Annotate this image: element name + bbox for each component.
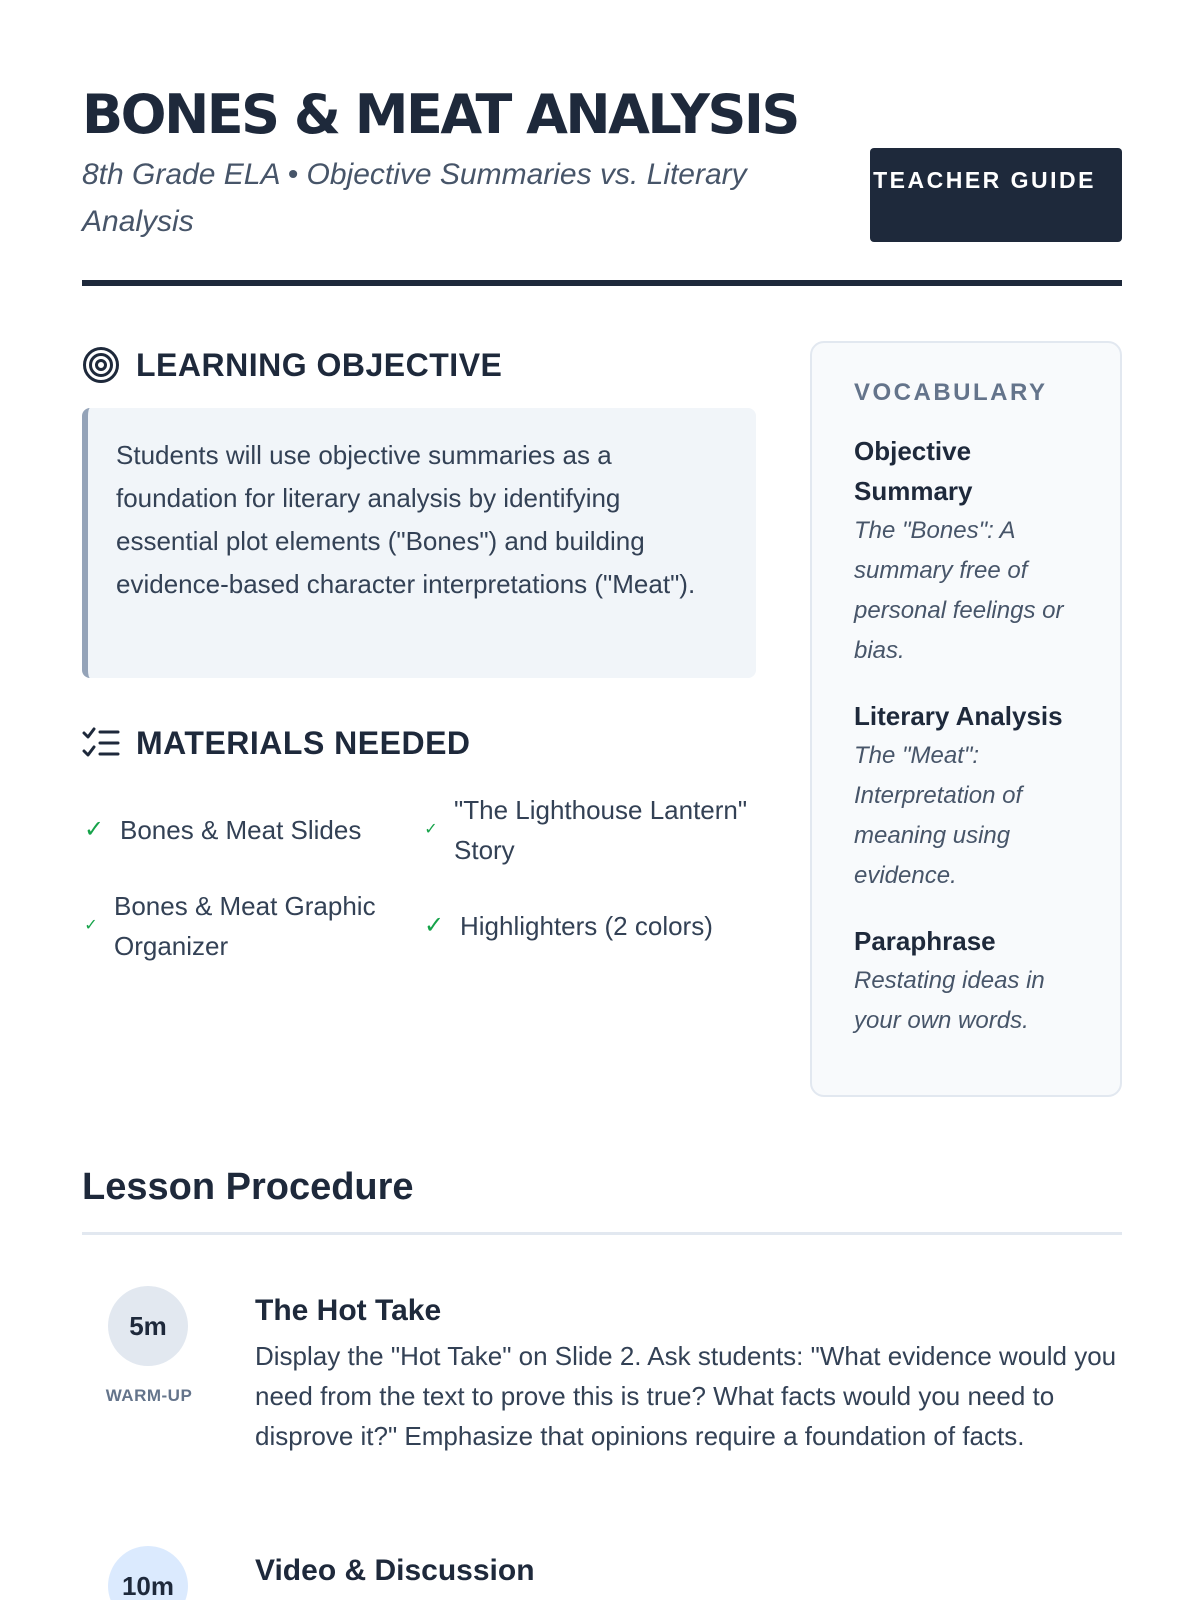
phase-label: WARM-UP (105, 1386, 193, 1405)
duration-badge: 10m (108, 1546, 188, 1600)
left-column (82, 340, 756, 966)
vocabulary-heading: VOCABULARY (854, 379, 1048, 406)
material-label: "The Lighthouse Lantern" Story (454, 795, 748, 865)
header-divider (82, 280, 1122, 286)
vocabulary-entry (854, 696, 1090, 896)
check-icon: ✓ (84, 917, 98, 934)
step-title: The Hot Take (255, 1294, 442, 1327)
vocabulary-term: Objective Summary (854, 436, 973, 506)
vocabulary-definition: The "Meat": Interpretation of meaning using evidence. (854, 742, 1023, 889)
procedure-heading: Lesson Procedure (82, 1166, 414, 1208)
list-item (422, 886, 752, 966)
vocabulary-term: Literary Analysis (854, 701, 1063, 731)
target-icon (82, 346, 120, 384)
page-subtitle: 8th Grade ELA • Objective Summaries vs. Literary Analysis (82, 158, 747, 238)
vocabulary-definition: The "Bones": A summary free of personal feelings or bias. (854, 517, 1064, 664)
step-description: Display the "Hot Take" on Slide 2. Ask students: "What evidence would you need from the text to prove this is true? What facts would you need to disprove it?" Emphasize that opinions require a foundation of facts. (255, 1341, 1117, 1451)
duration-badge: 5m (108, 1286, 188, 1366)
vocabulary-entry (854, 921, 1090, 1041)
objective-heading (82, 340, 756, 390)
page-title: BONES & MEAT ANALYSIS (82, 83, 798, 146)
vocabulary-term: Paraphrase (854, 926, 996, 956)
objective-heading-label: LEARNING OBJECTIVE (136, 346, 503, 383)
check-icon: ✓ (83, 816, 105, 843)
material-label: Bones & Meat Slides (120, 815, 362, 845)
step-title: Video & Discussion (255, 1554, 535, 1587)
list-item (82, 790, 422, 870)
vocabulary-card (810, 341, 1122, 1097)
list-item (82, 886, 422, 966)
vocabulary-entry (854, 431, 1090, 671)
material-label: Bones & Meat Graphic Organizer (114, 891, 376, 961)
materials-list (82, 790, 756, 966)
check-icon: ✓ (423, 912, 445, 939)
vocabulary-definition: Restating ideas in your own words. (854, 967, 1045, 1034)
material-label: Highlighters (2 colors) (460, 911, 713, 941)
materials-heading (82, 718, 756, 768)
objective-text: Students will use objective summaries as a foundation for literary analysis by identifying essential plot elements ("Bones") and building evidence-based character interpretations ("Meat"). (82, 408, 756, 678)
page-header (82, 78, 1122, 288)
procedure-divider (82, 1232, 1122, 1235)
check-icon: ✓ (424, 821, 438, 838)
materials-heading-label: MATERIALS NEEDED (136, 724, 471, 761)
checklist-icon (82, 724, 120, 762)
list-item (422, 790, 752, 870)
teacher-guide-badge: TEACHER GUIDE (870, 148, 1122, 242)
